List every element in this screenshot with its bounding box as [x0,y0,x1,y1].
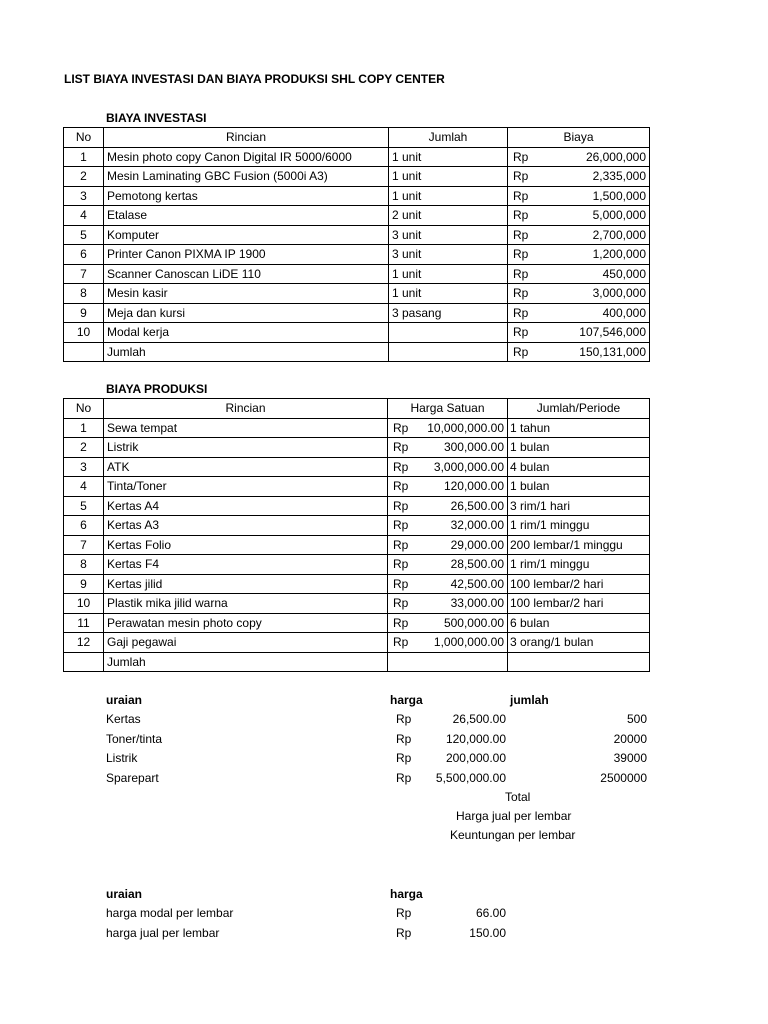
item-harga: 150.00 [469,925,506,940]
investasi-table [63,127,650,362]
table-row [64,574,650,594]
uraian-table-1 [104,690,649,788]
col-header-rincian: Rincian [104,399,388,419]
row-jumlah: 1 unit [389,186,508,206]
table-row [64,284,650,304]
row-no: 4 [64,206,104,226]
currency-label: Rp [513,169,529,184]
row-biaya-value: 1,500,000 [592,188,646,203]
row-biaya-wrap [511,148,646,166]
row-no: 9 [64,574,104,594]
currency-label: Rp [396,770,412,785]
row-no: 2 [64,167,104,187]
col-header-biaya: Biaya [508,128,650,148]
row-biaya [508,147,650,167]
row-biaya-value: 5,000,000 [592,208,646,223]
row-harga-wrap [391,575,504,593]
row-biaya-value: 26,000,000 [585,149,646,164]
row-harga-value: 3,000,000.00 [433,459,504,474]
item-harga: 120,000.00 [445,731,506,746]
page-title: LIST BIAYA INVESTASI DAN BIAYA PRODUKSI SHL COPY CENTER [64,72,445,86]
row-no: 10 [64,594,104,614]
list-item [104,768,649,788]
row-periode: 1 rim/1 minggu [508,516,650,536]
row-harga-wrap [391,633,504,651]
currency-label: Rp [393,440,409,455]
total-row [64,342,650,362]
row-biaya-value: 107,546,000 [579,325,646,340]
currency-label: Rp [396,906,412,921]
row-no: 5 [64,225,104,245]
total-no [64,342,104,362]
row-harga-wrap [391,516,504,534]
keuntungan-label: Keuntungan per lembar [450,828,576,842]
harga-jual-label: Harga jual per lembar [456,809,572,823]
row-rincian: Pemotong kertas [104,186,389,206]
row-harga [388,457,508,477]
row-biaya [508,167,650,187]
row-harga [388,418,508,438]
currency-label: Rp [393,635,409,650]
currency-label: Rp [393,557,409,572]
row-no: 3 [64,457,104,477]
table-row [64,225,650,245]
item-harga: 26,500.00 [452,712,506,727]
row-rincian: Kertas Folio [104,535,388,555]
row-harga [388,633,508,653]
table-row [64,555,650,575]
table-header-row [64,399,650,419]
item-jumlah: 500 [626,712,647,727]
table-row [64,147,650,167]
row-rincian: Kertas A4 [104,496,388,516]
currency-label: Rp [513,188,529,203]
total-periode [508,652,650,672]
row-biaya-wrap [511,226,646,244]
row-harga-value: 28,500.00 [450,557,504,572]
list-item [104,749,649,769]
list-item [104,710,649,730]
table-row [64,633,650,653]
row-no: 8 [64,284,104,304]
row-biaya [508,186,650,206]
col-header-jumlah: Jumlah [389,128,508,148]
row-biaya-wrap [511,187,646,205]
table-header-row [64,128,650,148]
investasi-heading: BIAYA INVESTASI [106,111,207,125]
currency-label: Rp [513,266,529,281]
row-harga [388,438,508,458]
row-biaya [508,284,650,304]
table-row [64,438,650,458]
harga-header: harga [390,886,423,901]
item-uraian: Kertas [106,712,141,727]
currency-label: Rp [396,751,412,766]
row-rincian: Etalase [104,206,389,226]
currency-label: Rp [393,576,409,591]
list-item [104,729,649,749]
row-no: 2 [64,438,104,458]
row-periode: 200 lembar/1 minggu [508,535,650,555]
row-rincian: Scanner Canoscan LiDE 110 [104,264,389,284]
row-periode: 100 lembar/2 hari [508,594,650,614]
row-harga-wrap [391,477,504,495]
total-no [64,652,104,672]
row-biaya-value: 3,000,000 [592,286,646,301]
row-harga [388,555,508,575]
currency-label: Rp [513,305,529,320]
row-jumlah: 3 unit [389,225,508,245]
table-row [64,206,650,226]
total-label: Total [505,790,531,804]
row-jumlah: 3 unit [389,245,508,265]
row-biaya-wrap [511,167,646,185]
row-harga-wrap [391,458,504,476]
item-jumlah: 2500000 [600,770,647,785]
row-rincian: Printer Canon PIXMA IP 1900 [104,245,389,265]
jumlah-header: jumlah [510,692,549,707]
row-harga-value: 10,000,000.00 [427,420,504,435]
currency-label: Rp [513,227,529,242]
row-periode: 4 bulan [508,457,650,477]
table-row [64,303,650,323]
row-harga-wrap [391,419,504,437]
row-no: 1 [64,147,104,167]
row-harga [388,477,508,497]
item-jumlah: 20000 [613,731,647,746]
item-jumlah: 39000 [613,751,647,766]
row-harga-value: 32,000.00 [450,518,504,533]
table-row [64,594,650,614]
produksi-heading: BIAYA PRODUKSI [106,382,208,396]
row-periode: 1 bulan [508,438,650,458]
row-harga-wrap [391,614,504,632]
row-harga-value: 120,000.00 [443,479,504,494]
table-row [64,457,650,477]
item-uraian: harga modal per lembar [106,906,234,921]
row-rincian: Gaji pegawai [104,633,388,653]
row-biaya-wrap [511,265,646,283]
row-harga-wrap [391,497,504,515]
table-row [64,245,650,265]
currency-label: Rp [513,149,529,164]
row-biaya [508,225,650,245]
row-biaya-value: 2,700,000 [592,227,646,242]
row-jumlah: 1 unit [389,264,508,284]
row-no: 11 [64,613,104,633]
row-biaya-wrap [511,304,646,322]
row-rincian: Mesin photo copy Canon Digital IR 5000/6000 [104,147,389,167]
item-uraian: Listrik [106,751,138,766]
row-harga-value: 33,000.00 [450,596,504,611]
table-row [64,167,650,187]
row-rincian: Listrik [104,438,388,458]
row-jumlah: 2 unit [389,206,508,226]
currency-label: Rp [396,925,412,940]
col-header-no: No [64,128,104,148]
row-biaya-wrap [511,245,646,263]
row-harga [388,496,508,516]
row-harga-value: 300,000.00 [443,440,504,455]
total-biaya-wrap [511,343,646,361]
currency-label: Rp [393,596,409,611]
row-harga-value: 26,500.00 [450,498,504,513]
row-harga-wrap [391,594,504,612]
uraian-header: uraian [106,692,143,707]
uraian-header: uraian [106,886,143,901]
row-periode: 1 tahun [508,418,650,438]
total-label: Jumlah [104,342,389,362]
table-row [64,264,650,284]
row-biaya-value: 1,200,000 [592,247,646,262]
currency-label: Rp [393,459,409,474]
row-no: 4 [64,477,104,497]
currency-label: Rp [393,498,409,513]
row-periode: 1 bulan [508,477,650,497]
table-row [64,535,650,555]
row-rincian: Kertas A3 [104,516,388,536]
row-biaya-wrap [511,206,646,224]
row-rincian: Perawatan mesin photo copy [104,613,388,633]
row-rincian: Kertas F4 [104,555,388,575]
row-biaya [508,206,650,226]
harga-header: harga [390,692,423,707]
row-periode: 6 bulan [508,613,650,633]
row-biaya [508,245,650,265]
row-biaya-value: 2,335,000 [592,169,646,184]
col-header-no: No [64,399,104,419]
row-rincian: Meja dan kursi [104,303,389,323]
row-no: 1 [64,418,104,438]
row-harga-value: 500,000.00 [443,615,504,630]
row-rincian: Mesin kasir [104,284,389,304]
produksi-table [63,398,650,672]
table-row [64,496,650,516]
row-no: 5 [64,496,104,516]
list-item [104,923,508,943]
row-rincian: Plastik mika jilid warna [104,594,388,614]
uraian-header-row [104,884,508,904]
row-rincian: Komputer [104,225,389,245]
item-harga: 66.00 [475,906,506,921]
item-harga: 200,000.00 [445,751,506,766]
list-item [104,904,508,924]
currency-label: Rp [396,731,412,746]
currency-label: Rp [513,286,529,301]
currency-label: Rp [393,518,409,533]
table-row [64,516,650,536]
row-biaya-wrap [511,323,646,341]
row-no: 6 [64,516,104,536]
row-harga-wrap [391,555,504,573]
table-row [64,613,650,633]
total-harga [388,652,508,672]
currency-label: Rp [513,325,529,340]
col-header-harga-satuan: Harga Satuan [388,399,508,419]
row-harga [388,594,508,614]
row-rincian: Kertas jilid [104,574,388,594]
total-label: Jumlah [104,652,388,672]
currency-label: Rp [513,208,529,223]
currency-label: Rp [393,615,409,630]
table-row [64,323,650,343]
total-jumlah [389,342,508,362]
row-biaya-wrap [511,284,646,302]
row-rincian: Sewa tempat [104,418,388,438]
table-row [64,418,650,438]
row-rincian: ATK [104,457,388,477]
col-header-jumlah-periode: Jumlah/Periode [508,399,650,419]
row-no: 8 [64,555,104,575]
total-row [64,652,650,672]
row-biaya-value: 400,000 [602,305,646,320]
currency-label: Rp [393,479,409,494]
currency-label: Rp [513,247,529,262]
row-periode: 3 orang/1 bulan [508,633,650,653]
table-row [64,477,650,497]
row-harga-value: 29,000.00 [450,537,504,552]
row-no: 9 [64,303,104,323]
currency-label: Rp [393,420,409,435]
row-no: 7 [64,264,104,284]
item-uraian: Sparepart [106,770,159,785]
row-periode: 1 rim/1 minggu [508,555,650,575]
currency-label: Rp [513,344,529,359]
row-rincian: Modal kerja [104,323,389,343]
row-no: 7 [64,535,104,555]
row-no: 6 [64,245,104,265]
row-periode: 100 lembar/2 hari [508,574,650,594]
row-jumlah: 1 unit [389,147,508,167]
total-biaya [508,342,650,362]
row-biaya [508,303,650,323]
row-no: 10 [64,323,104,343]
row-periode: 3 rim/1 hari [508,496,650,516]
row-harga [388,613,508,633]
row-harga [388,535,508,555]
item-uraian: Toner/tinta [106,731,163,746]
row-rincian: Mesin Laminating GBC Fusion (5000i A3) [104,167,389,187]
row-biaya-value: 450,000 [602,266,646,281]
currency-label: Rp [396,712,412,727]
col-header-rincian: Rincian [104,128,389,148]
row-harga [388,574,508,594]
row-harga [388,516,508,536]
row-rincian: Tinta/Toner [104,477,388,497]
currency-label: Rp [393,537,409,552]
item-harga: 5,500,000.00 [435,770,506,785]
uraian-table-2 [104,884,508,943]
row-harga-wrap [391,536,504,554]
row-biaya [508,323,650,343]
row-harga-value: 1,000,000.00 [433,635,504,650]
row-biaya [508,264,650,284]
row-harga-value: 42,500.00 [450,576,504,591]
item-uraian: harga jual per lembar [106,925,220,940]
row-harga-wrap [391,438,504,456]
uraian-header-row [104,690,649,710]
row-no: 3 [64,186,104,206]
row-jumlah: 3 pasang [389,303,508,323]
row-jumlah: 1 unit [389,167,508,187]
table-row [64,186,650,206]
total-biaya-value: 150,131,000 [579,344,646,359]
row-jumlah: 1 unit [389,284,508,304]
row-no: 12 [64,633,104,653]
row-jumlah [389,323,508,343]
